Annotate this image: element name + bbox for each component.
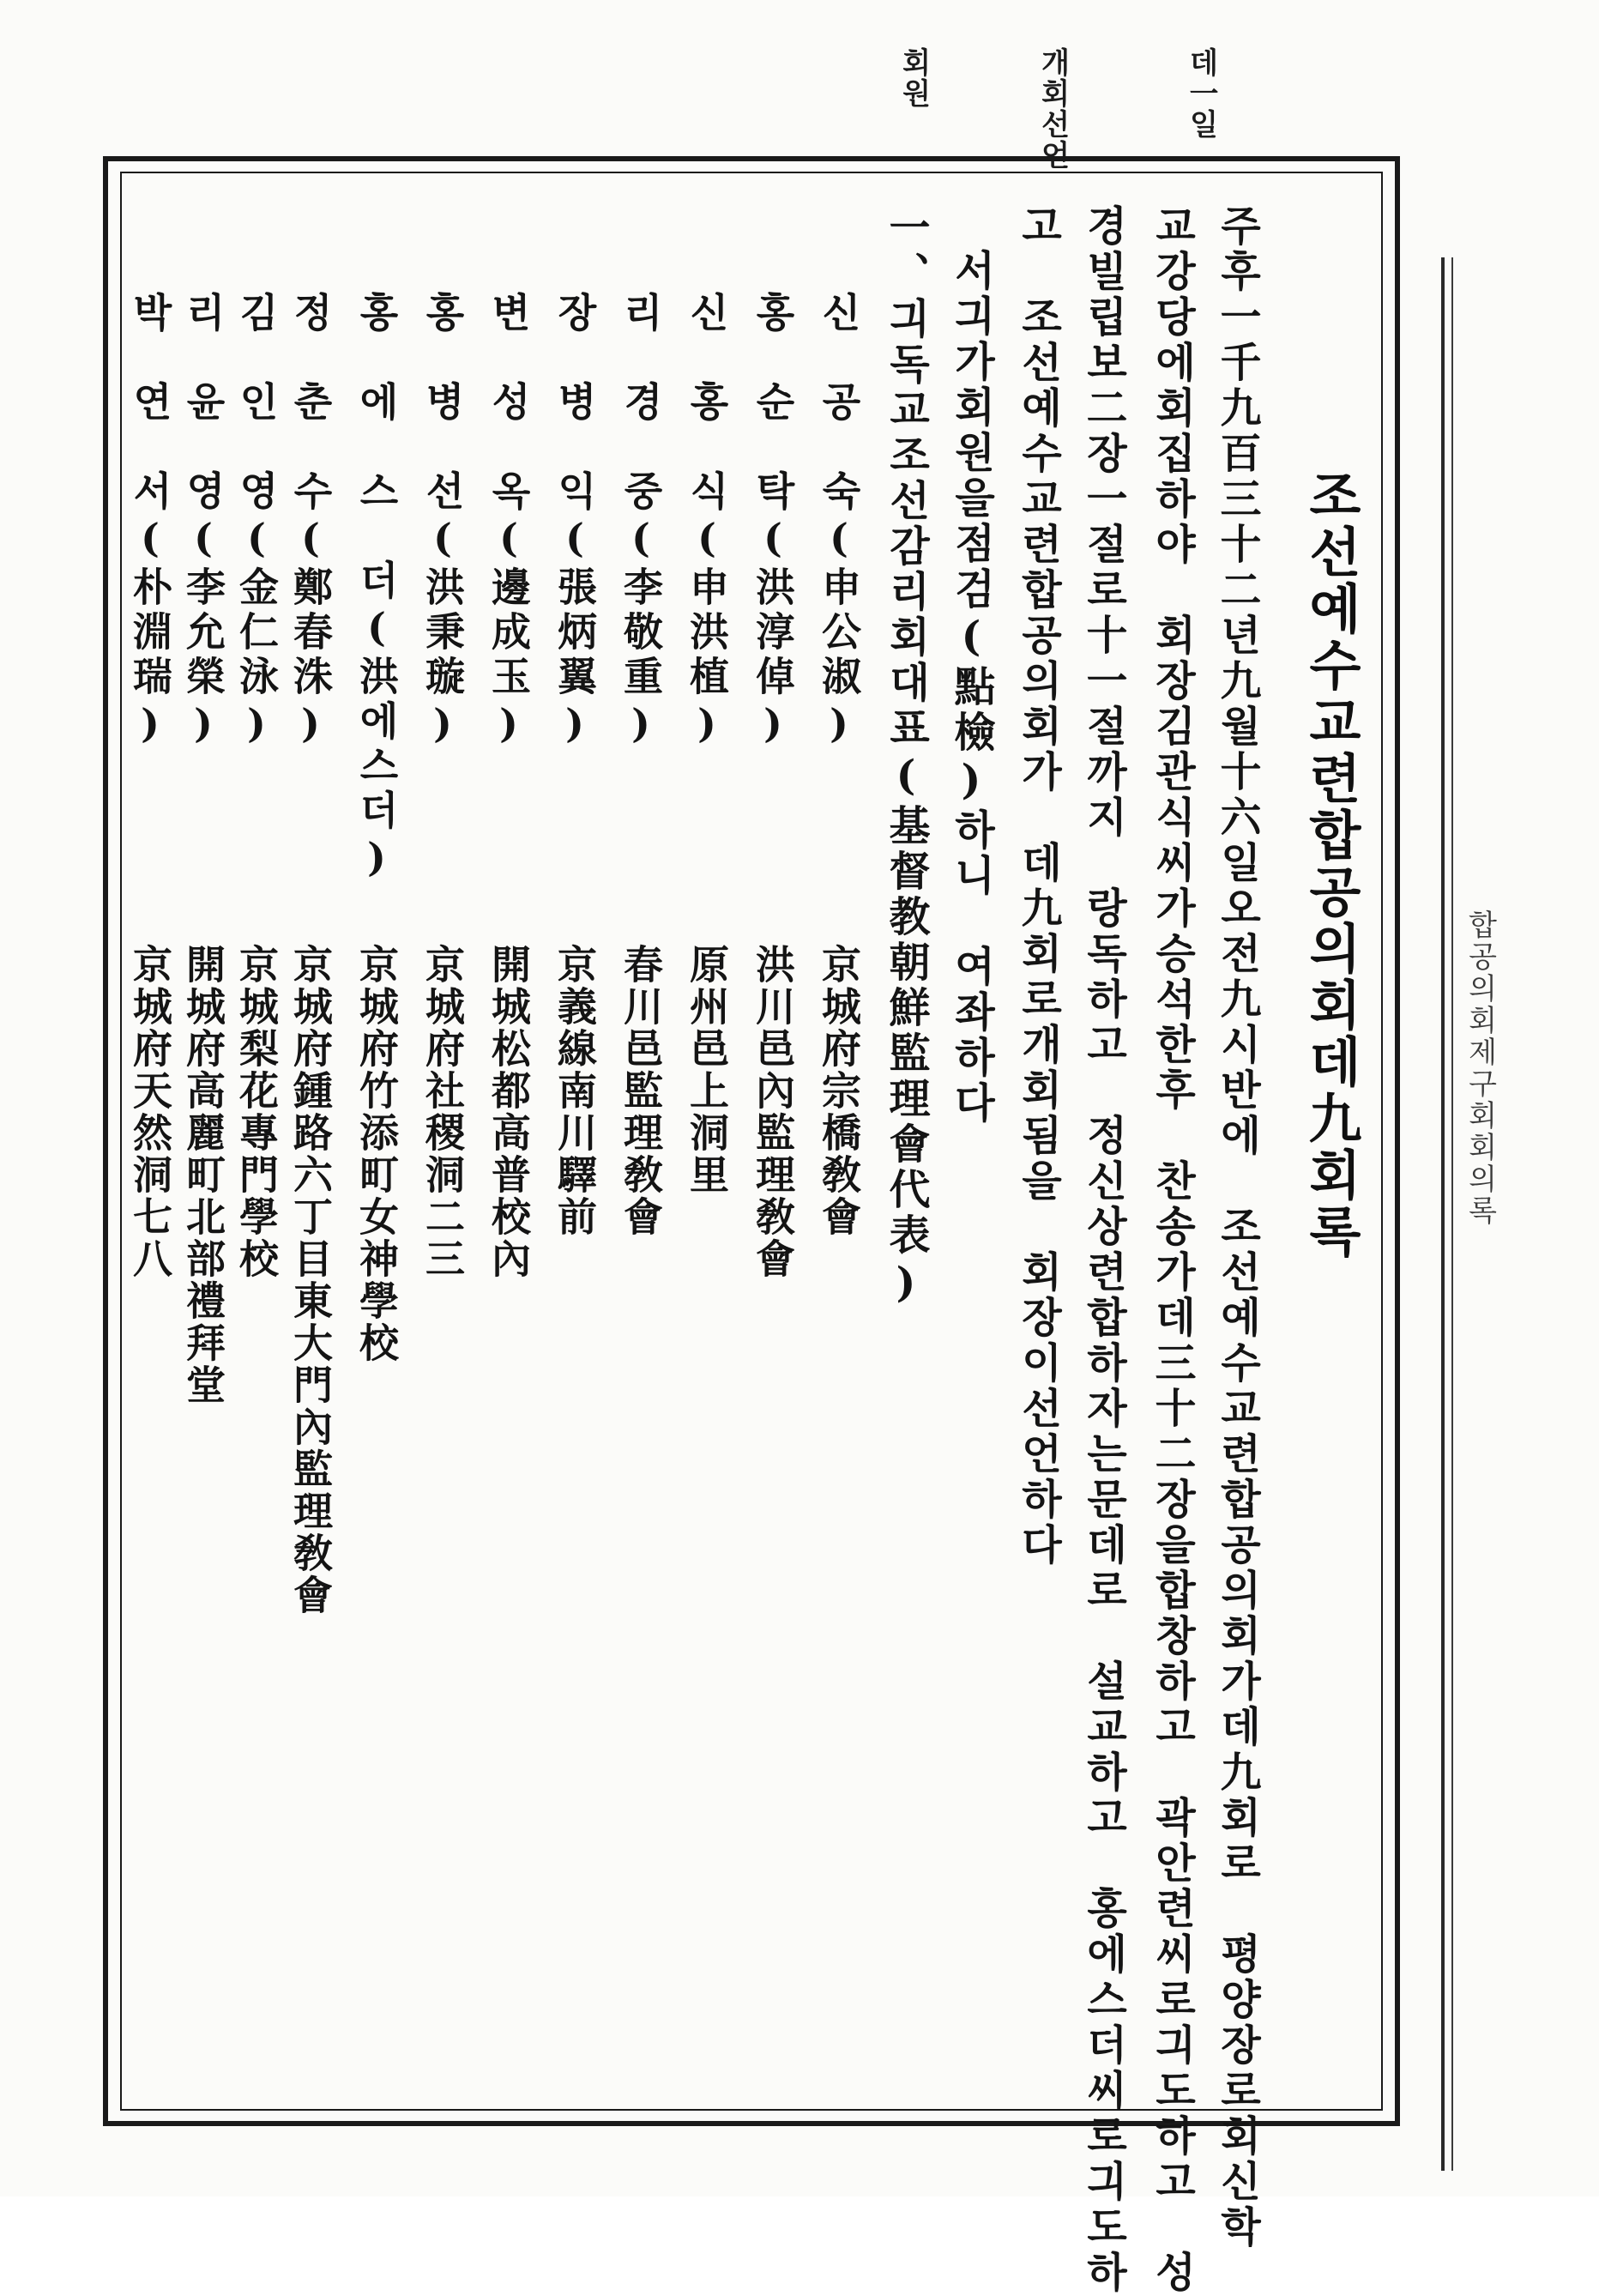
running-head: 합공의회제구회회의록 [1463,909,1497,1227]
member-address: 京城府宗橋敎會 [816,944,862,1238]
side-rule-inner [1451,257,1453,2171]
paragraph-line-2: 교강당에회집하야 회장김관식씨가승석한후 찬송가데三十二장을합창하고 곽안련씨로긔도하고 성 [1148,204,1196,2296]
member-address: 洪川邑內監理敎會 [750,944,796,1280]
margin-heading-opening: 개회선언 [1035,47,1070,171]
member-address: 開城松都高普校內 [486,944,532,1280]
page-title: 조선예수교련합공의회데九회록 [1300,468,1362,1260]
member-address: 原州邑上洞里 [684,944,730,1196]
paragraph-line-1: 주후一千九百三十二년九월十六일오전九시반에 조선예수교련합공의회가데九회로 평양장로회신학 [1213,204,1261,2251]
member-name: 홍 에 스 더(洪에스더) [353,292,400,885]
member-address: 京城梨花專門學校 [233,944,280,1280]
paragraph-line-6: 一、긔독교조선감리회대표(基督教朝鮮監理會代表) [882,206,930,1311]
side-rule [1441,257,1445,2171]
member-name: 리 윤 영(李允榮) [180,292,226,752]
member-name: 장 병 익(張炳翼) [552,292,598,752]
paragraph-line-4: 고 조선예수교련합공의회가 데九회로개회됨을 회장이선언하다 [1014,204,1062,1568]
member-name: 변 성 옥(邊成玉) [486,292,532,752]
member-name: 김 인 영(金仁泳) [233,292,280,752]
paragraph-line-3: 경빌립보二장一절로十一절까지 랑독하고 정신상련합하자는문데로 설교하고 홍에스더씨로긔도하 [1079,204,1127,2296]
member-address: 京城府天然洞七八 [127,944,173,1280]
member-name: 홍 병 선(洪秉璇) [419,292,466,752]
member-name: 정 춘 수(鄭春洙) [287,292,334,752]
member-address: 開城府高麗町北部禮拜堂 [180,944,226,1406]
member-address: 京城府鍾路六丁目東大門內監理敎會 [287,944,334,1616]
member-address: 春川邑監理敎會 [618,944,664,1238]
member-name: 신 홍 식(申洪植) [684,292,730,752]
member-address: 京義線南川驛前 [552,944,598,1238]
margin-heading-members: 회원 [896,47,931,109]
member-address: 京城府社稷洞二三 [419,944,466,1280]
member-name: 박 연 서(朴淵瑞) [127,292,173,752]
member-name: 홍 순 탁(洪淳倬) [750,292,796,752]
paragraph-line-5: 서긔가회원을점검(點檢)하니 여좌하다 [947,249,995,1127]
member-name: 신 공 숙(申公淑) [816,292,862,752]
margin-heading-day-one: 데一일 [1184,47,1218,140]
member-address: 京城府竹添町女神學校 [353,944,400,1364]
member-name: 리 경 중(李敬重) [618,292,664,752]
